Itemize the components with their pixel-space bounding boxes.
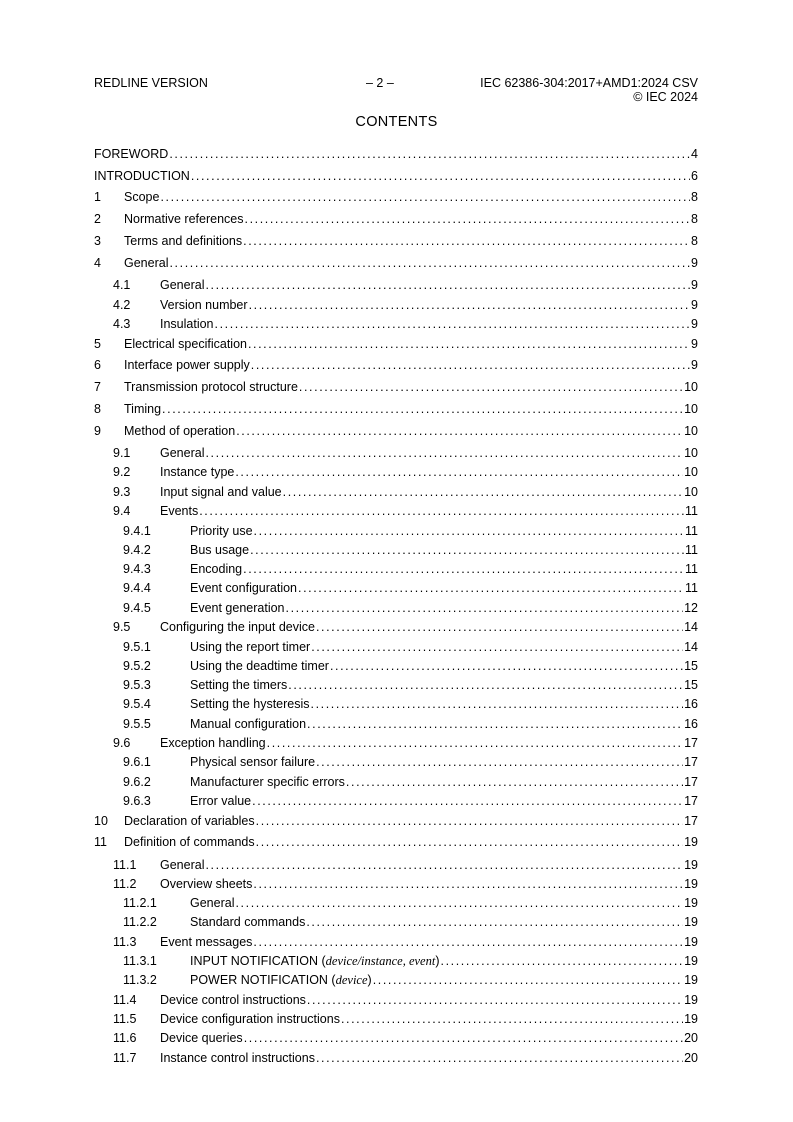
toc-entry-title: Priority use (190, 524, 253, 538)
toc-entry-page: 11 (685, 581, 698, 595)
toc-entry-number: 11.2.2 (123, 915, 157, 929)
toc-entry-number: 11.5 (113, 1012, 137, 1026)
toc-entry[interactable] (94, 953, 698, 970)
toc-entry-number: 4.3 (113, 317, 131, 331)
toc-entry-number: 11.3.2 (123, 973, 157, 987)
toc-entry-number: 9.6.1 (123, 755, 151, 769)
toc-entry-title: Using the deadtime timer (190, 659, 329, 673)
toc-leader-dots (160, 189, 690, 206)
toc-entry-number: 11.3 (113, 935, 137, 949)
toc-entry-number: 9.4.3 (123, 562, 151, 576)
toc-entry-number: 11.2.1 (123, 896, 157, 910)
toc-entry-number: 11 (94, 835, 107, 849)
toc-entry-title: General (124, 256, 169, 270)
toc-leader-dots (288, 677, 683, 694)
toc-entry-title: General (190, 896, 235, 910)
toc-entry-page: 17 (684, 736, 698, 750)
page-number: – 2 – (366, 76, 394, 90)
toc-leader-dots (243, 233, 690, 250)
toc-entry-page: 8 (691, 190, 698, 204)
toc-entry-number: 9.6.2 (123, 775, 151, 789)
toc-entry[interactable] (94, 972, 698, 989)
toc-entry-title: Bus usage (190, 543, 250, 557)
toc-entry-title: Error value (190, 794, 252, 808)
toc-entry[interactable] (94, 677, 698, 694)
toc-entry-number: 4.2 (113, 298, 131, 312)
toc-entry-title: Declaration of variables (124, 814, 255, 828)
toc-leader-dots (316, 754, 683, 771)
toc-entry-page: 19 (684, 973, 698, 987)
toc-entry-page: 19 (684, 858, 698, 872)
toc-entry-number: 7 (94, 380, 101, 394)
toc-entry-number: 9.5 (113, 620, 131, 634)
toc-entry[interactable] (94, 774, 698, 791)
toc-entry[interactable] (94, 696, 698, 713)
toc-entry-title: Electrical specification (124, 337, 247, 351)
toc-entry[interactable] (94, 523, 698, 540)
toc-entry[interactable] (94, 189, 698, 206)
toc-leader-dots (215, 316, 691, 333)
toc-entry-page: 19 (684, 877, 698, 891)
toc-entry-page: 17 (684, 775, 698, 789)
toc-entry-title: Timing (124, 402, 162, 416)
toc-entry[interactable] (94, 754, 698, 771)
toc-leader-dots (373, 972, 683, 989)
toc-entry-title: Definition of commands (124, 835, 255, 849)
toc-entry-number: 4 (94, 256, 101, 270)
toc-entry[interactable] (94, 255, 698, 272)
toc-entry-page: 19 (684, 835, 698, 849)
toc-entry-page: 9 (691, 317, 698, 331)
toc-entry[interactable] (94, 793, 698, 810)
toc-entry-number: 9.4 (113, 504, 131, 518)
toc-leader-dots (250, 542, 684, 559)
toc-entry[interactable] (94, 1030, 698, 1047)
toc-entry-number: 3 (94, 234, 101, 248)
toc-entry-title: Method of operation (124, 424, 236, 438)
toc-leader-dots (244, 1030, 683, 1047)
toc-entry[interactable] (94, 316, 698, 333)
toc-entry-number: 11.6 (113, 1031, 137, 1045)
toc-entry-number: 9.5.5 (123, 717, 151, 731)
toc-entry[interactable] (94, 146, 698, 163)
toc-leader-dots (316, 619, 683, 636)
toc-entry-number: 1 (94, 190, 101, 204)
toc-leader-dots (256, 834, 683, 851)
toc-entry-page: 11 (685, 524, 698, 538)
toc-entry-title: Events (160, 504, 199, 518)
toc-entry[interactable] (94, 813, 698, 830)
toc-entry-page: 6 (691, 169, 698, 183)
toc-entry-page: 19 (684, 935, 698, 949)
toc-entry[interactable] (94, 423, 698, 440)
toc-entry-page: 17 (684, 794, 698, 808)
toc-entry[interactable] (94, 895, 698, 912)
toc-entry-title: Input signal and value (160, 485, 282, 499)
toc-entry[interactable] (94, 1011, 698, 1028)
toc-entry-page: 16 (684, 717, 698, 731)
toc-entry-page: 15 (684, 678, 698, 692)
toc-entry-number: 9 (94, 424, 101, 438)
toc-leader-dots (341, 1011, 683, 1028)
toc-entry[interactable] (94, 168, 698, 185)
toc-leader-dots (235, 464, 683, 481)
toc-entry-page: 17 (684, 755, 698, 769)
toc-entry-page: 9 (691, 358, 698, 372)
toc-entry-title: FOREWORD (94, 147, 169, 161)
toc-entry[interactable] (94, 639, 698, 656)
toc-entry[interactable] (94, 277, 698, 294)
toc-entry-parameter: device/instance, event (325, 954, 436, 968)
toc-entry-title: Scope (124, 190, 160, 204)
toc-entry-title: Device control instructions (160, 993, 306, 1007)
toc-leader-dots (252, 793, 683, 810)
toc-entry[interactable] (94, 445, 698, 462)
toc-entry-title: Encoding (190, 562, 243, 576)
toc-entry-number: 10 (94, 814, 108, 828)
toc-leader-dots (346, 774, 683, 791)
toc-entry[interactable] (94, 992, 698, 1009)
toc-entry-title: Manufacturer specific errors (190, 775, 345, 789)
toc-leader-dots (307, 992, 683, 1009)
toc-entry-title: Standard commands (190, 915, 306, 929)
toc-leader-dots (311, 696, 684, 713)
toc-entry-page: 12 (684, 601, 698, 615)
toc-leader-dots (235, 895, 683, 912)
toc-entry-title: General (160, 858, 205, 872)
toc-entry-title: POWER NOTIFICATION (device) (190, 973, 372, 987)
toc-entry-title: Terms and definitions (124, 234, 243, 248)
toc-entry-title: Event messages (160, 935, 253, 949)
toc-leader-dots (283, 484, 683, 501)
toc-leader-dots (251, 357, 690, 374)
toc-entry[interactable] (94, 464, 698, 481)
toc-entry-number: 9.1 (113, 446, 131, 460)
toc-leader-dots (316, 1050, 683, 1067)
toc-entry[interactable] (94, 401, 698, 418)
toc-entry[interactable] (94, 914, 698, 931)
toc-entry-title: Setting the hysteresis (190, 697, 310, 711)
toc-leader-dots (254, 523, 684, 540)
toc-entry[interactable] (94, 934, 698, 951)
toc-entry[interactable] (94, 716, 698, 733)
toc-entry-title: INPUT NOTIFICATION (device/instance, event) (190, 954, 440, 968)
toc-entry[interactable] (94, 619, 698, 636)
toc-entry-page: 14 (684, 640, 698, 654)
toc-leader-dots (306, 914, 683, 931)
toc-entry-number: 9.6 (113, 736, 131, 750)
toc-leader-dots (162, 401, 683, 418)
toc-entry[interactable] (94, 834, 698, 851)
toc-entry-title: Physical sensor failure (190, 755, 316, 769)
toc-entry[interactable] (94, 211, 698, 228)
toc-entry[interactable] (94, 1050, 698, 1067)
toc-entry-page: 10 (684, 465, 698, 479)
toc-entry-number: 9.5.2 (123, 659, 151, 673)
toc-entry-page: 9 (691, 337, 698, 351)
toc-entry-number: 5 (94, 337, 101, 351)
toc-leader-dots (253, 876, 683, 893)
toc-leader-dots (299, 379, 683, 396)
toc-entry-page: 11 (685, 543, 698, 557)
toc-entry-title: Interface power supply (124, 358, 250, 372)
toc-leader-dots (205, 857, 683, 874)
toc-entry-title: Device queries (160, 1031, 243, 1045)
toc-entry-parameter: device (335, 973, 368, 987)
toc-leader-dots (311, 639, 683, 656)
toc-entry-number: 9.4.4 (123, 581, 151, 595)
toc-entry-page: 15 (684, 659, 698, 673)
toc-entry-title: Setting the timers (190, 678, 288, 692)
toc-entry-number: 11.4 (113, 993, 137, 1007)
toc-entry-number: 9.4.2 (123, 543, 151, 557)
toc-leader-dots (249, 297, 690, 314)
toc-leader-dots (298, 580, 684, 597)
toc-entry-number: 2 (94, 212, 101, 226)
toc-leader-dots (205, 277, 690, 294)
toc-entry-title: Using the report timer (190, 640, 311, 654)
toc-entry-title: Instance type (160, 465, 235, 479)
toc-entry-number: 11.7 (113, 1051, 137, 1065)
toc-entry-title: Event configuration (190, 581, 298, 595)
running-header-left: REDLINE VERSION (94, 76, 208, 90)
toc-leader-dots (245, 211, 691, 228)
toc-entry[interactable] (94, 484, 698, 501)
toc-leader-dots (169, 255, 690, 272)
toc-entry[interactable] (94, 876, 698, 893)
toc-entry-page: 10 (684, 446, 698, 460)
toc-entry-page: 9 (691, 278, 698, 292)
toc-entry-title: Manual configuration (190, 717, 307, 731)
toc-entry-page: 19 (684, 993, 698, 1007)
toc-entry-title: Overview sheets (160, 877, 253, 891)
toc-leader-dots (307, 716, 683, 733)
toc-leader-dots (191, 168, 690, 185)
toc-entry[interactable] (94, 379, 698, 396)
running-header-right (480, 76, 698, 104)
toc-entry-page: 20 (684, 1031, 698, 1045)
toc-entry-page: 8 (691, 212, 698, 226)
toc-entry[interactable] (94, 561, 698, 578)
toc-entry[interactable] (94, 580, 698, 597)
toc-entry-title: Configuring the input device (160, 620, 315, 634)
page-title: CONTENTS (355, 114, 438, 130)
toc-entry-title: Instance control instructions (160, 1051, 315, 1065)
toc-leader-dots (253, 934, 683, 951)
toc-entry[interactable] (94, 336, 698, 353)
toc-entry-number: 9.5.3 (123, 678, 151, 692)
toc-entry-number: 4.1 (113, 278, 131, 292)
toc-entry-page: 14 (684, 620, 698, 634)
toc-entry-page: 9 (691, 256, 698, 270)
toc-entry-number: 9.5.1 (123, 640, 151, 654)
toc-entry-page: 11 (685, 504, 698, 518)
toc-entry-page: 19 (684, 1012, 698, 1026)
toc-entry-page: 4 (691, 147, 698, 161)
toc-entry-title: INTRODUCTION (94, 169, 190, 183)
toc-entry-page: 10 (684, 424, 698, 438)
toc-entry-page: 10 (684, 485, 698, 499)
toc-entry-title: General (160, 446, 205, 460)
toc-entry[interactable] (94, 297, 698, 314)
toc-entry-title: Event generation (190, 601, 285, 615)
copyright: © IEC 2024 (633, 90, 698, 104)
toc-entry-number: 9.4.1 (123, 524, 151, 538)
toc-entry-number: 11.2 (113, 877, 137, 891)
toc-entry-page: 10 (684, 380, 698, 394)
toc-entry-page: 16 (684, 697, 698, 711)
toc-entry-number: 9.5.4 (123, 697, 151, 711)
toc-entry-number: 9.3 (113, 485, 131, 499)
toc-entry-number: 11.1 (113, 858, 137, 872)
toc-leader-dots (286, 600, 684, 617)
toc-leader-dots (330, 658, 683, 675)
toc-leader-dots (248, 336, 690, 353)
toc-entry[interactable] (94, 658, 698, 675)
toc-entry[interactable] (94, 857, 698, 874)
toc-entry-number: 9.2 (113, 465, 131, 479)
toc-leader-dots (256, 813, 683, 830)
toc-entry-title: Insulation (160, 317, 214, 331)
toc-leader-dots (205, 445, 683, 462)
toc-entry[interactable] (94, 503, 698, 520)
toc-entry-page: 10 (684, 402, 698, 416)
toc-leader-dots (236, 423, 683, 440)
toc-entry-title: General (160, 278, 205, 292)
toc-leader-dots (169, 146, 690, 163)
toc-entry-page: 19 (684, 896, 698, 910)
toc-entry-number: 9.6.3 (123, 794, 151, 808)
toc-entry-number: 6 (94, 358, 101, 372)
toc-entry-page: 9 (691, 298, 698, 312)
document-id: IEC 62386-304:2017+AMD1:2024 CSV (480, 76, 698, 90)
toc-entry-number: 11.3.1 (123, 954, 157, 968)
toc-entry-page: 19 (684, 915, 698, 929)
toc-entry-title: Device configuration instructions (160, 1012, 340, 1026)
toc-entry[interactable] (94, 542, 698, 559)
toc-leader-dots (267, 735, 683, 752)
toc-entry[interactable] (94, 357, 698, 374)
toc-leader-dots (199, 503, 684, 520)
toc-entry-page: 11 (685, 562, 698, 576)
toc-entry-page: 19 (684, 954, 698, 968)
toc-entry-page: 17 (684, 814, 698, 828)
toc-entry-title: Transmission protocol structure (124, 380, 298, 394)
toc-leader-dots (243, 561, 684, 578)
toc-entry[interactable] (94, 600, 698, 617)
toc-entry-title: Normative references (124, 212, 244, 226)
toc-entry-page: 20 (684, 1051, 698, 1065)
toc-entry[interactable] (94, 233, 698, 250)
toc-entry-page: 8 (691, 234, 698, 248)
toc-entry-title: Exception handling (160, 736, 266, 750)
toc-entry-number: 8 (94, 402, 101, 416)
toc-leader-dots (441, 953, 684, 970)
toc-entry[interactable] (94, 735, 698, 752)
toc-entry-title: Version number (160, 298, 248, 312)
toc-entry-number: 9.4.5 (123, 601, 151, 615)
